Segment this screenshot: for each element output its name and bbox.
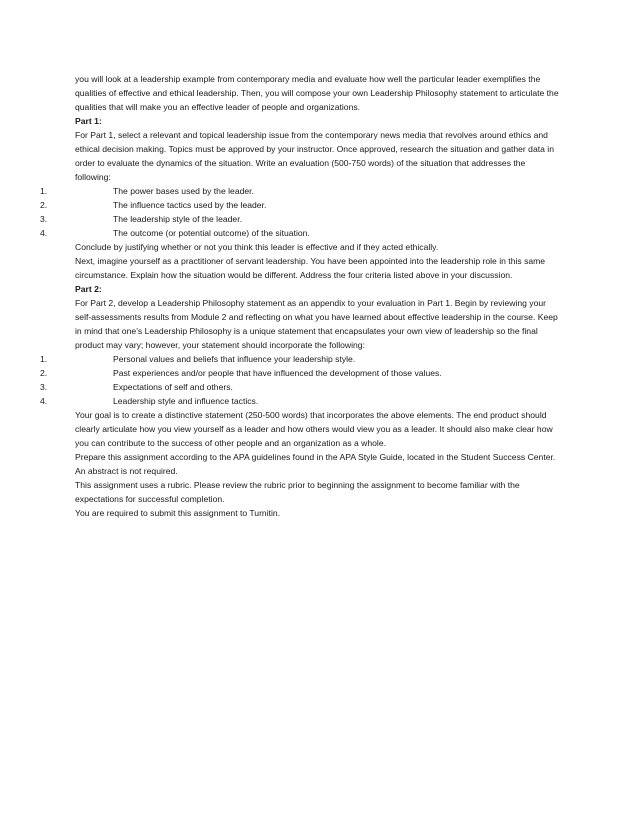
list-item [40, 380, 600, 394]
list-number: 2. [40, 200, 48, 210]
list-text: The influence tactics used by the leader. [113, 200, 267, 210]
apa-paragraph: Prepare this assignment according to the APA guidelines found in the APA Style Guide, located in the Student Success Center. An abstract is not required. [75, 452, 556, 476]
rubric-paragraph: This assignment uses a rubric. Please review the rubric prior to beginning the assignment to become familiar with the expectations for successful completion. [75, 480, 520, 504]
part2-list [40, 352, 600, 408]
part1-paragraph: For Part 1, select a relevant and topical leadership issue from the contemporary news media that revolves around ethics and ethical decision making. Topics must be approved by your instructor. Once approved, research the situation and gather data in order to evaluate the dynamics of the situation. Write an evaluation (500-750 words) of the situation that addresses the following: [75, 130, 554, 182]
list-item [40, 352, 600, 366]
part1-conclude-paragraph: Conclude by justifying whether or not you think this leader is effective and if they acted ethically. [75, 242, 439, 252]
list-number: 1. [40, 186, 48, 196]
turnitin-paragraph: You are required to submit this assignment to Turnitin. [75, 508, 281, 518]
list-item [40, 226, 600, 240]
part1-next-paragraph: Next, imagine yourself as a practitioner of servant leadership. You have been appointed into the leadership role in this same circumstance. Explain how the situation would be different. Address the four criteria listed above in your discussion. [75, 256, 546, 280]
part1-heading: Part 1: [75, 116, 102, 126]
part2-paragraph: For Part 2, develop a Leadership Philosophy statement as an appendix to your evaluation in Part 1. Begin by reviewing your self-assessments results from Module 2 and reflecting on what you have learned about effective leadership in the course. Keep in mind that one’s Leadership Philosophy is a unique statement that encapsulates your own view of leadership so the final product may vary; however, your statement should incorporate the following: [75, 298, 558, 350]
part1-list [40, 184, 600, 240]
list-item [40, 184, 600, 198]
intro-paragraph: you will look at a leadership example from contemporary media and evaluate how well the particular leader exemplifies the qualities of effective and ethical leadership. Then, you will compose your own Leadership Philosophy statement to articulate the qualities that will make you an effective leader of people and organizations. [75, 74, 559, 112]
list-item [40, 394, 600, 408]
goal-paragraph: Your goal is to create a distinctive statement (250-500 words) that incorporates the above elements. The end product should clearly articulate how you view yourself as a leader and how others would view you as a leader. It should also make clear how you can contribute to the success of other people and an organization as a whole. [75, 410, 553, 448]
list-text: Expectations of self and others. [113, 382, 233, 392]
list-text: The leadership style of the leader. [113, 214, 242, 224]
list-number: 4. [40, 396, 48, 406]
list-text: The power bases used by the leader. [113, 186, 254, 196]
list-text: Personal values and beliefs that influence your leadership style. [113, 354, 356, 364]
list-item [40, 366, 600, 380]
document-body [40, 72, 600, 520]
list-item [40, 198, 600, 212]
list-number: 1. [40, 354, 48, 364]
list-number: 4. [40, 228, 48, 238]
list-item [40, 212, 600, 226]
list-text: Past experiences and/or people that have influenced the development of those values. [113, 368, 442, 378]
list-number: 2. [40, 368, 48, 378]
list-text: The outcome (or potential outcome) of the situation. [113, 228, 310, 238]
list-number: 3. [40, 382, 48, 392]
list-text: Leadership style and influence tactics. [113, 396, 259, 406]
list-number: 3. [40, 214, 48, 224]
part2-heading: Part 2: [75, 284, 102, 294]
